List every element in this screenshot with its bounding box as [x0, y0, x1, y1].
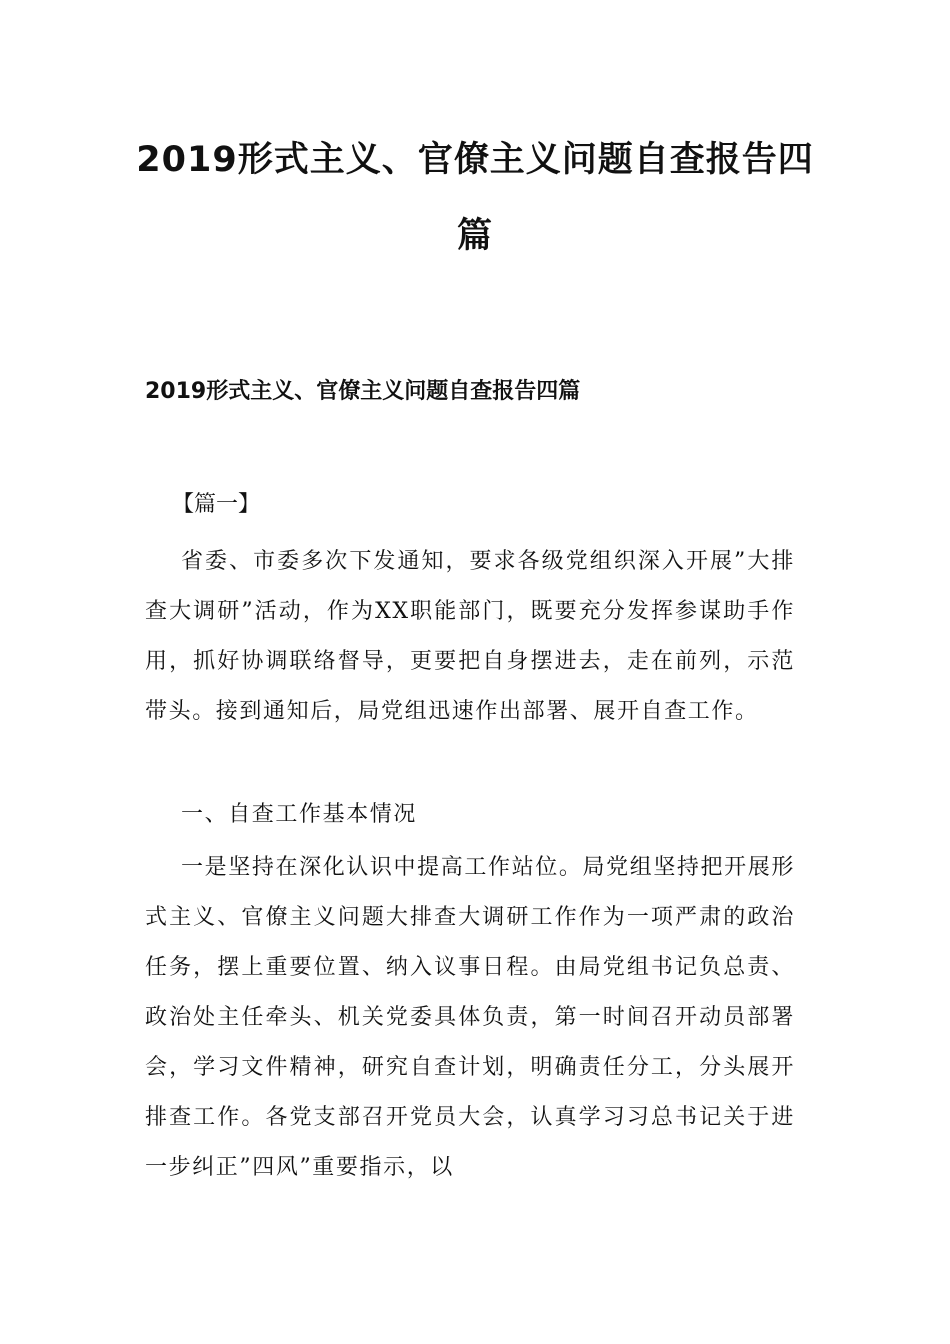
body-paragraph: 省委、市委多次下发通知，要求各级党组织深入开展”大排查大调研”活动，作为XX职能部门，既要充分发挥参谋助手作用，抓好协调联络督导，更要把自身摆进去，走在前列，示范带头。接到通知后，局党组迅速作出部署、展开自查工作。: [145, 549, 795, 724]
document-subtitle: 2019形式主义、官僚主义问题自查报告四篇: [145, 379, 581, 404]
section-heading: 一、自查工作基本情况: [181, 802, 418, 827]
document-title: 2019形式主义、官僚主义问题自查报告四篇: [136, 140, 814, 256]
body-paragraph: 一是坚持在深化认识中提高工作站位。局党组坚持把开展形式主义、官僚主义问题大排查大调研工作作为一项严肃的政治任务，摆上重要位置、纳入议事日程。由局党组书记负总责、政治处主任牵头、机关党委具体负责，第一时间召开动员部署会，学习文件精神，研究自查计划，明确责任分工，分头展开排查工作。各党支部召开党员大会，认真学习习总书记关于进一步纠正”四风”重要指示，以: [145, 855, 795, 1180]
section-marker: 【篇一】: [172, 492, 261, 517]
